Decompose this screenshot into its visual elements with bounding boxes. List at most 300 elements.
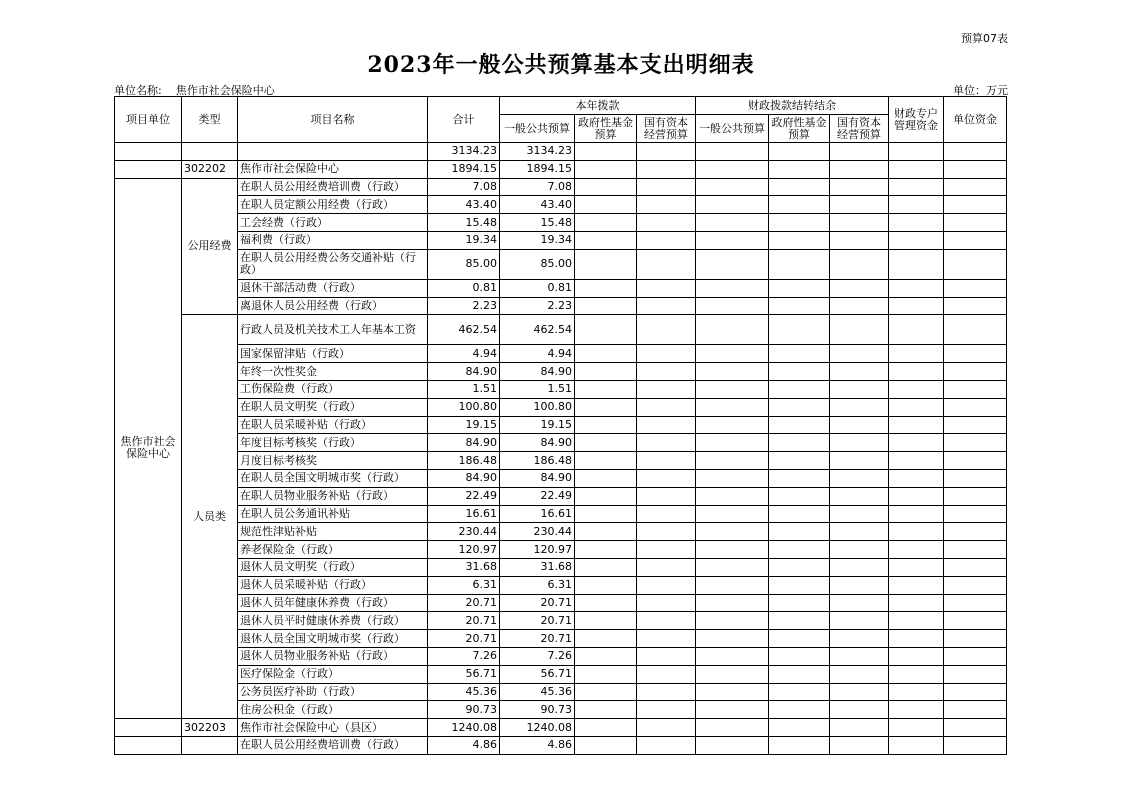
empty-cell: [889, 345, 944, 363]
empty-cell: [944, 541, 1007, 559]
empty-cell: [637, 249, 696, 279]
table-row: [115, 523, 1007, 541]
empty-cell: [830, 363, 889, 381]
empty-cell: [637, 487, 696, 505]
table-row: [115, 160, 1007, 178]
general-budget-cell: 20.71: [500, 612, 575, 630]
total-cell: 43.40: [428, 196, 500, 214]
empty-cell: [575, 594, 637, 612]
general-budget-cell: 20.71: [500, 594, 575, 612]
empty-cell: [637, 523, 696, 541]
empty-cell: [696, 630, 769, 648]
type-cell: [182, 143, 238, 161]
empty-cell: [889, 594, 944, 612]
empty-cell: [696, 345, 769, 363]
general-budget-cell: 4.94: [500, 345, 575, 363]
total-cell: 19.15: [428, 416, 500, 434]
empty-cell: [575, 297, 637, 315]
empty-cell: [637, 701, 696, 719]
empty-cell: [944, 719, 1007, 737]
empty-cell: [575, 452, 637, 470]
empty-cell: [889, 505, 944, 523]
empty-cell: [696, 297, 769, 315]
empty-cell: [889, 143, 944, 161]
table-row: [115, 297, 1007, 315]
total-cell: 19.34: [428, 231, 500, 249]
empty-cell: [769, 143, 830, 161]
item-name-cell: 国家保留津贴（行政）: [238, 345, 428, 363]
total-cell: 15.48: [428, 214, 500, 232]
header-unit-funds: 单位资金: [944, 97, 1007, 143]
empty-cell: [575, 249, 637, 279]
empty-cell: [696, 736, 769, 754]
empty-cell: [637, 736, 696, 754]
empty-cell: [637, 160, 696, 178]
empty-cell: [637, 434, 696, 452]
empty-cell: [830, 297, 889, 315]
empty-cell: [889, 701, 944, 719]
empty-cell: [637, 196, 696, 214]
item-name-cell: 在职人员公务通讯补贴: [238, 505, 428, 523]
general-budget-cell: 19.34: [500, 231, 575, 249]
empty-cell: [696, 541, 769, 559]
item-name-cell: 焦作市社会保险中心: [238, 160, 428, 178]
empty-cell: [575, 523, 637, 541]
empty-cell: [769, 297, 830, 315]
empty-cell: [575, 143, 637, 161]
empty-cell: [889, 279, 944, 297]
empty-cell: [637, 345, 696, 363]
item-name-cell: 离退休人员公用经费（行政）: [238, 297, 428, 315]
table-row: [115, 576, 1007, 594]
empty-cell: [830, 523, 889, 541]
empty-cell: [637, 719, 696, 737]
dept-cell: [115, 719, 182, 737]
general-budget-cell: 1.51: [500, 380, 575, 398]
empty-cell: [769, 469, 830, 487]
total-cell: 20.71: [428, 612, 500, 630]
empty-cell: [769, 701, 830, 719]
empty-cell: [575, 683, 637, 701]
total-cell: 100.80: [428, 398, 500, 416]
empty-cell: [637, 143, 696, 161]
empty-cell: [769, 630, 830, 648]
empty-cell: [575, 363, 637, 381]
item-name-cell: 在职人员公用经费公务交通补贴（行政）: [238, 249, 428, 279]
empty-cell: [944, 452, 1007, 470]
empty-cell: [769, 665, 830, 683]
table-row: [115, 719, 1007, 737]
empty-cell: [830, 143, 889, 161]
general-budget-cell: 3134.23: [500, 143, 575, 161]
table-row: [115, 630, 1007, 648]
item-name-cell: 在职人员定额公用经费（行政）: [238, 196, 428, 214]
header-dept: 项目单位: [115, 97, 182, 143]
empty-cell: [889, 487, 944, 505]
empty-cell: [830, 416, 889, 434]
empty-cell: [944, 701, 1007, 719]
empty-cell: [769, 178, 830, 196]
table-row: [115, 594, 1007, 612]
total-cell: 230.44: [428, 523, 500, 541]
empty-cell: [889, 665, 944, 683]
general-budget-cell: 120.97: [500, 541, 575, 559]
empty-cell: [944, 345, 1007, 363]
empty-cell: [696, 594, 769, 612]
general-budget-cell: 20.71: [500, 630, 575, 648]
page-title: 2023年一般公共预算基本支出明细表: [367, 52, 755, 78]
empty-cell: [575, 214, 637, 232]
item-name-cell: 在职人员文明奖（行政）: [238, 398, 428, 416]
empty-cell: [769, 345, 830, 363]
table-row: [115, 178, 1007, 196]
empty-cell: [830, 541, 889, 559]
item-name-cell: 月度目标考核奖: [238, 452, 428, 470]
total-cell: 6.31: [428, 576, 500, 594]
empty-cell: [944, 214, 1007, 232]
empty-cell: [889, 452, 944, 470]
empty-cell: [637, 279, 696, 297]
empty-cell: [575, 576, 637, 594]
empty-cell: [637, 380, 696, 398]
general-budget-cell: 85.00: [500, 249, 575, 279]
general-budget-cell: 90.73: [500, 701, 575, 719]
empty-cell: [944, 630, 1007, 648]
empty-cell: [889, 231, 944, 249]
empty-cell: [889, 576, 944, 594]
header-type: 类型: [182, 97, 238, 143]
empty-cell: [830, 231, 889, 249]
empty-cell: [769, 487, 830, 505]
total-cell: 186.48: [428, 452, 500, 470]
item-name-cell: 在职人员采暖补贴（行政）: [238, 416, 428, 434]
empty-cell: [830, 452, 889, 470]
empty-cell: [575, 279, 637, 297]
empty-cell: [944, 279, 1007, 297]
empty-cell: [696, 279, 769, 297]
general-budget-cell: 43.40: [500, 196, 575, 214]
empty-cell: [830, 434, 889, 452]
item-name-cell: 在职人员物业服务补贴（行政）: [238, 487, 428, 505]
table-row: [115, 143, 1007, 161]
empty-cell: [637, 452, 696, 470]
empty-cell: [830, 279, 889, 297]
empty-cell: [830, 214, 889, 232]
empty-cell: [830, 315, 889, 345]
empty-cell: [637, 505, 696, 523]
empty-cell: [769, 231, 830, 249]
empty-cell: [769, 279, 830, 297]
empty-cell: [696, 452, 769, 470]
header-item: 项目名称: [238, 97, 428, 143]
empty-cell: [944, 736, 1007, 754]
empty-cell: [696, 701, 769, 719]
empty-cell: [889, 523, 944, 541]
header-special-account: 财政专户管理资金: [889, 97, 944, 143]
empty-cell: [696, 178, 769, 196]
header-carryover: 财政拨款结转结余: [696, 97, 889, 115]
empty-cell: [944, 380, 1007, 398]
empty-cell: [769, 647, 830, 665]
empty-cell: [944, 231, 1007, 249]
total-cell: 2.23: [428, 297, 500, 315]
empty-cell: [575, 505, 637, 523]
empty-cell: [889, 178, 944, 196]
empty-cell: [889, 196, 944, 214]
empty-cell: [575, 231, 637, 249]
table-row: [115, 541, 1007, 559]
total-cell: 1.51: [428, 380, 500, 398]
general-budget-cell: 31.68: [500, 558, 575, 576]
item-name-cell: 养老保险金（行政）: [238, 541, 428, 559]
empty-cell: [696, 363, 769, 381]
total-cell: 45.36: [428, 683, 500, 701]
empty-cell: [830, 630, 889, 648]
table-row: [115, 612, 1007, 630]
empty-cell: [696, 214, 769, 232]
general-budget-cell: 7.08: [500, 178, 575, 196]
empty-cell: [696, 380, 769, 398]
empty-cell: [637, 665, 696, 683]
empty-cell: [637, 630, 696, 648]
empty-cell: [830, 398, 889, 416]
empty-cell: [944, 612, 1007, 630]
empty-cell: [944, 434, 1007, 452]
total-cell: 7.26: [428, 647, 500, 665]
empty-cell: [696, 416, 769, 434]
item-name-cell: 医疗保险金（行政）: [238, 665, 428, 683]
empty-cell: [769, 249, 830, 279]
empty-cell: [830, 160, 889, 178]
empty-cell: [889, 398, 944, 416]
empty-cell: [696, 143, 769, 161]
empty-cell: [637, 178, 696, 196]
empty-cell: [889, 469, 944, 487]
empty-cell: [889, 434, 944, 452]
total-cell: 462.54: [428, 315, 500, 345]
empty-cell: [637, 363, 696, 381]
empty-cell: [889, 736, 944, 754]
total-cell: 56.71: [428, 665, 500, 683]
dept-cell: [115, 143, 182, 161]
total-cell: 1240.08: [428, 719, 500, 737]
empty-cell: [830, 594, 889, 612]
table-row: [115, 647, 1007, 665]
empty-cell: [889, 315, 944, 345]
type-group-public: 公用经费: [182, 178, 238, 315]
empty-cell: [769, 380, 830, 398]
empty-cell: [944, 143, 1007, 161]
table-row: [115, 558, 1007, 576]
empty-cell: [830, 612, 889, 630]
empty-cell: [769, 736, 830, 754]
empty-cell: [696, 398, 769, 416]
empty-cell: [575, 487, 637, 505]
unit-code-cell: 302203: [182, 719, 238, 737]
empty-cell: [944, 398, 1007, 416]
header-sub: 国有资本经营预算: [830, 115, 889, 143]
item-name-cell: 退休干部活动费（行政）: [238, 279, 428, 297]
total-cell: 20.71: [428, 594, 500, 612]
total-cell: 90.73: [428, 701, 500, 719]
empty-cell: [889, 297, 944, 315]
empty-cell: [944, 523, 1007, 541]
empty-cell: [769, 214, 830, 232]
empty-cell: [696, 576, 769, 594]
general-budget-cell: 0.81: [500, 279, 575, 297]
table-row: [115, 249, 1007, 279]
empty-cell: [769, 523, 830, 541]
empty-cell: [769, 612, 830, 630]
table-row: [115, 416, 1007, 434]
general-budget-cell: 56.71: [500, 665, 575, 683]
item-name-cell: 公务员医疗补助（行政）: [238, 683, 428, 701]
unit-name-label: 单位名称:: [114, 84, 162, 97]
empty-cell: [575, 719, 637, 737]
table-row: [115, 701, 1007, 719]
table-row: [115, 683, 1007, 701]
unit-name-value: 焦作市社会保险中心: [175, 84, 275, 97]
empty-cell: [830, 576, 889, 594]
dept-group-cell: 焦作市社会保险中心: [115, 178, 182, 719]
table-row: [115, 380, 1007, 398]
total-cell: 16.61: [428, 505, 500, 523]
empty-cell: [575, 541, 637, 559]
empty-cell: [637, 647, 696, 665]
empty-cell: [637, 297, 696, 315]
empty-cell: [637, 576, 696, 594]
empty-cell: [830, 736, 889, 754]
empty-cell: [696, 160, 769, 178]
empty-cell: [696, 612, 769, 630]
empty-cell: [944, 196, 1007, 214]
empty-cell: [889, 558, 944, 576]
empty-cell: [575, 469, 637, 487]
table-row: [115, 315, 1007, 345]
item-name-cell: 在职人员全国文明城市奖（行政）: [238, 469, 428, 487]
empty-cell: [637, 683, 696, 701]
item-name-cell: 年度目标考核奖（行政）: [238, 434, 428, 452]
table-row: [115, 196, 1007, 214]
general-budget-cell: 462.54: [500, 315, 575, 345]
empty-cell: [944, 647, 1007, 665]
empty-cell: [575, 398, 637, 416]
empty-cell: [944, 665, 1007, 683]
empty-cell: [889, 683, 944, 701]
empty-cell: [696, 196, 769, 214]
empty-cell: [637, 231, 696, 249]
total-cell: 84.90: [428, 469, 500, 487]
empty-cell: [889, 249, 944, 279]
empty-cell: [889, 719, 944, 737]
dept-cell: [115, 736, 182, 754]
empty-cell: [944, 249, 1007, 279]
item-name-cell: 退休人员采暖补贴（行政）: [238, 576, 428, 594]
item-name-cell: 住房公积金（行政）: [238, 701, 428, 719]
empty-cell: [696, 665, 769, 683]
empty-cell: [944, 315, 1007, 345]
total-cell: 0.81: [428, 279, 500, 297]
item-name-cell: 工伤保险费（行政）: [238, 380, 428, 398]
total-cell: 4.86: [428, 736, 500, 754]
empty-cell: [769, 315, 830, 345]
empty-cell: [696, 523, 769, 541]
total-cell: 1894.15: [428, 160, 500, 178]
empty-cell: [696, 719, 769, 737]
table-row: [115, 736, 1007, 754]
empty-cell: [944, 594, 1007, 612]
general-budget-cell: 2.23: [500, 297, 575, 315]
empty-cell: [575, 416, 637, 434]
type-cell: [182, 736, 238, 754]
header-sub: 国有资本经营预算: [637, 115, 696, 143]
empty-cell: [696, 315, 769, 345]
empty-cell: [769, 558, 830, 576]
general-budget-cell: 16.61: [500, 505, 575, 523]
empty-cell: [889, 363, 944, 381]
empty-cell: [769, 398, 830, 416]
total-cell: 31.68: [428, 558, 500, 576]
empty-cell: [769, 683, 830, 701]
empty-cell: [696, 434, 769, 452]
table-row: [115, 505, 1007, 523]
empty-cell: [696, 469, 769, 487]
general-budget-cell: 186.48: [500, 452, 575, 470]
empty-cell: [889, 612, 944, 630]
empty-cell: [944, 576, 1007, 594]
unit-code-cell: 302202: [182, 160, 238, 178]
item-name-cell: 工会经费（行政）: [238, 214, 428, 232]
empty-cell: [637, 416, 696, 434]
empty-cell: [889, 380, 944, 398]
empty-cell: [769, 363, 830, 381]
empty-cell: [637, 214, 696, 232]
item-name-cell: 在职人员公用经费培训费（行政）: [238, 178, 428, 196]
empty-cell: [769, 434, 830, 452]
empty-cell: [830, 683, 889, 701]
general-budget-cell: 1240.08: [500, 719, 575, 737]
general-budget-cell: 84.90: [500, 363, 575, 381]
empty-cell: [575, 701, 637, 719]
item-name-cell: [238, 143, 428, 161]
empty-cell: [830, 505, 889, 523]
dept-cell: [115, 160, 182, 178]
empty-cell: [696, 505, 769, 523]
empty-cell: [944, 487, 1007, 505]
table-row: [115, 487, 1007, 505]
empty-cell: [944, 297, 1007, 315]
empty-cell: [637, 558, 696, 576]
empty-cell: [696, 647, 769, 665]
empty-cell: [637, 612, 696, 630]
empty-cell: [575, 345, 637, 363]
total-cell: 4.94: [428, 345, 500, 363]
total-cell: 84.90: [428, 434, 500, 452]
empty-cell: [575, 196, 637, 214]
empty-cell: [696, 249, 769, 279]
empty-cell: [575, 736, 637, 754]
table-row: [115, 398, 1007, 416]
empty-cell: [944, 416, 1007, 434]
currency-unit: 单位：万元: [953, 84, 1008, 97]
form-number: 预算07表: [961, 32, 1008, 45]
general-budget-cell: 15.48: [500, 214, 575, 232]
general-budget-cell: 100.80: [500, 398, 575, 416]
empty-cell: [575, 630, 637, 648]
empty-cell: [830, 345, 889, 363]
item-name-cell: 福利费（行政）: [238, 231, 428, 249]
empty-cell: [889, 541, 944, 559]
